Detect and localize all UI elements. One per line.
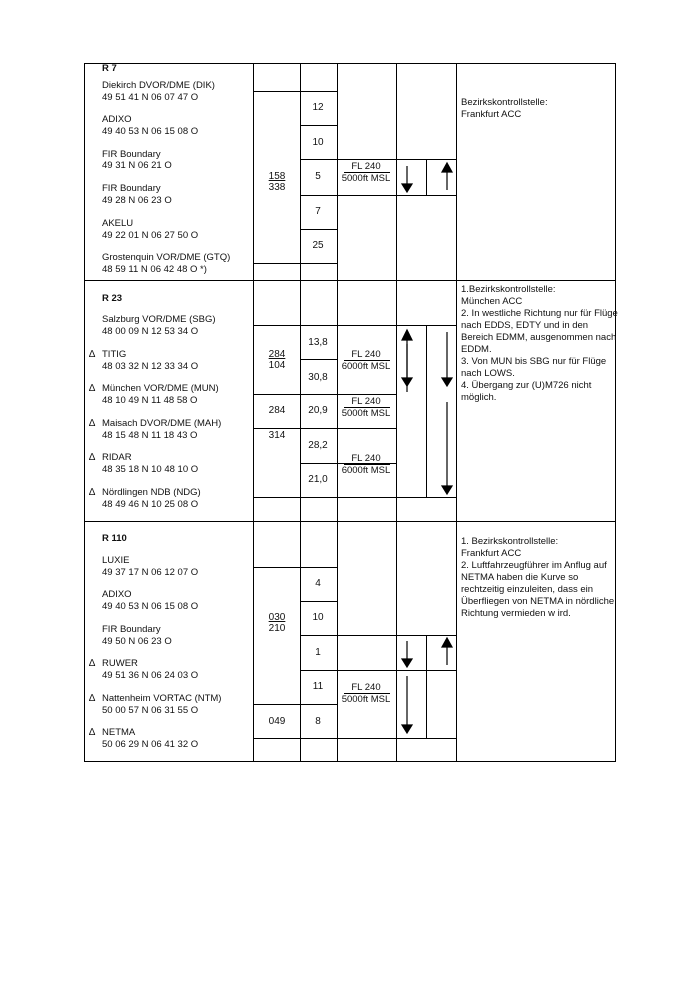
distance: 13,8: [308, 337, 328, 348]
track-top: 030: [268, 612, 286, 623]
level-lower: 5000ft MSL: [341, 694, 391, 705]
point-name: FIR Boundary: [102, 149, 161, 160]
point-coord: 49 37 17 N 06 12 07 O: [102, 567, 199, 578]
point-name: Nattenheim VORTAC (NTM): [102, 693, 222, 704]
point-coord: 49 40 53 N 06 15 08 O: [102, 601, 199, 612]
distance: 5: [315, 171, 321, 182]
level-upper: FL 240: [351, 453, 381, 464]
distance: 30,8: [308, 372, 328, 383]
point-coord: 49 22 01 N 06 27 50 O: [102, 230, 199, 241]
route-label: R 7: [102, 63, 117, 74]
point-name: ADIXO: [102, 589, 132, 600]
distance: 11: [312, 681, 324, 692]
point-coord: 48 35 18 N 10 48 10 O: [102, 464, 199, 475]
point-coord: 48 49 46 N 10 25 08 O: [102, 499, 199, 510]
point-coord: 48 10 49 N 11 48 58 O: [102, 395, 198, 406]
point-name: RUWER: [102, 658, 138, 669]
remarks: [461, 97, 619, 121]
remarks: [461, 284, 619, 404]
distance: 21,0: [308, 474, 328, 485]
delta-icon: ∆: [89, 452, 96, 463]
point-coord: 49 28 N 06 23 O: [102, 195, 172, 206]
point-coord: 48 15 48 N 11 18 43 O: [102, 430, 198, 441]
distance: 1: [315, 647, 321, 658]
point-coord: 49 50 N 06 23 O: [102, 636, 172, 647]
point-name: LUXIE: [102, 555, 130, 566]
point-coord: 49 40 53 N 06 15 08 O: [102, 126, 199, 137]
remark-text: 1. Bezirkskontrollstelle: Frankfurt ACC 2. Luftfahrzeugführer im Anflug auf NETMA haben die Kurve so rechtzeitig einzuleiten, dass ein Überfliegen von NETMA in nördliche Richtung vermieden w ird.: [461, 536, 615, 619]
delta-icon: ∆: [89, 693, 96, 704]
point-name: FIR Boundary: [102, 183, 161, 194]
point-coord: 49 51 36 N 06 24 03 O: [102, 670, 199, 681]
point-name: RIDAR: [102, 452, 132, 463]
point-name: Salzburg VOR/DME (SBG): [102, 314, 216, 325]
delta-icon: ∆: [89, 383, 96, 394]
level-upper: FL 240: [351, 349, 381, 360]
level-lower: 6000ft MSL: [341, 465, 391, 476]
point-coord: 50 00 57 N 06 31 55 O: [102, 705, 199, 716]
point-name: TITIG: [102, 349, 127, 360]
level-upper: FL 240: [351, 161, 381, 172]
delta-icon: ∆: [89, 418, 96, 429]
delta-icon: ∆: [89, 658, 96, 669]
distance: 28,2: [308, 440, 328, 451]
remark-text: Bezirkskontrollstelle: Frankfurt ACC: [461, 97, 548, 120]
track-bottom: 104: [268, 360, 286, 371]
point-name: AKELU: [102, 218, 134, 229]
point-coord: 50 06 29 N 06 41 32 O: [102, 739, 199, 750]
point-name: ADIXO: [102, 114, 132, 125]
route-label: R 110: [102, 533, 127, 544]
level-upper: FL 240: [351, 396, 381, 407]
distance: 10: [312, 612, 324, 623]
point-coord: 48 03 32 N 12 33 34 O: [102, 361, 199, 372]
track-single: 049: [268, 716, 286, 727]
delta-icon: ∆: [89, 349, 96, 360]
point-name: Diekirch DVOR/DME (DIK): [102, 80, 215, 91]
route-label: R 23: [102, 293, 123, 304]
track-top: 284: [268, 349, 286, 360]
point-coord: 49 31 N 06 21 O: [102, 160, 172, 171]
level-lower: 5000ft MSL: [341, 173, 391, 184]
point-name: Grostenquin VOR/DME (GTQ): [102, 252, 231, 263]
track-bottom: 338: [268, 182, 286, 193]
distance: 12: [312, 102, 324, 113]
level-lower: 5000ft MSL: [341, 408, 391, 419]
point-name: München VOR/DME (MUN): [102, 383, 219, 394]
point-coord: 49 51 41 N 06 07 47 O: [102, 92, 199, 103]
point-coord: 48 59 11 N 06 42 48 O *): [102, 264, 207, 275]
distance: 7: [315, 206, 321, 217]
point-name: NETMA: [102, 727, 136, 738]
track-single: 314: [268, 430, 286, 441]
track-single: 284: [268, 405, 286, 416]
point-name: Maisach DVOR/DME (MAH): [102, 418, 222, 429]
level-upper: FL 240: [351, 682, 381, 693]
distance: 4: [315, 578, 321, 589]
level-lower: 6000ft MSL: [341, 361, 391, 372]
delta-icon: ∆: [89, 727, 96, 738]
remarks: [461, 536, 619, 620]
distance: 25: [312, 240, 324, 251]
distance: 20,9: [308, 405, 328, 416]
remark-text: 1.Bezirkskontrollstelle: München ACC 2. In westliche Richtung nur für Flüge nach EDDS, EDTY und in den Bereich EDMM, ausgenommen nach EDDM. 3. Von MUN bis SBG nur für Flüge nach LOWS. 4. Übergang zur (U)M726 nicht möglich.: [461, 284, 618, 403]
delta-icon: ∆: [89, 487, 96, 498]
distance: 8: [315, 716, 321, 727]
point-name: Nördlingen NDB (NDG): [102, 487, 201, 498]
track-top: 158: [268, 171, 286, 182]
point-coord: 48 00 09 N 12 53 34 O: [102, 326, 199, 337]
point-name: FIR Boundary: [102, 624, 161, 635]
track-bottom: 210: [268, 623, 286, 634]
distance: 10: [312, 137, 324, 148]
